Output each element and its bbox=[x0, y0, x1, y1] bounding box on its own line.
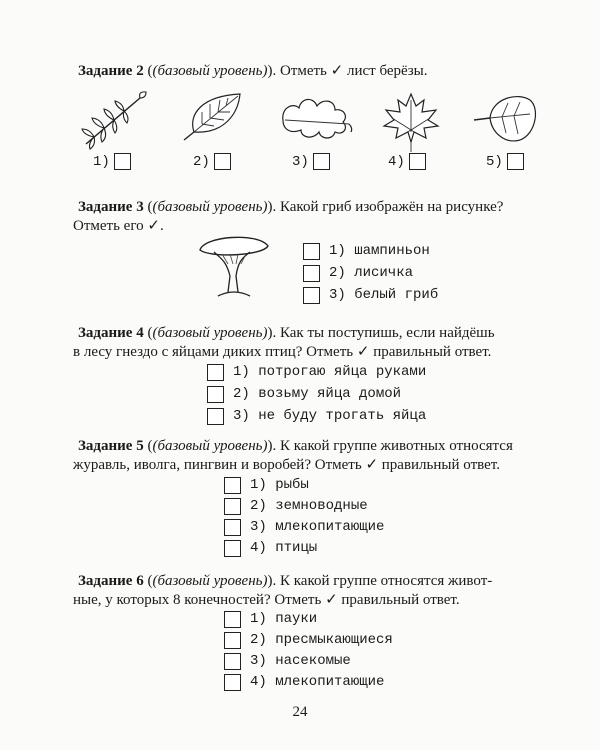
task5-option-1[interactable]: 1) рыбы bbox=[224, 476, 309, 494]
task3-option-1[interactable]: 1) шампиньон bbox=[303, 242, 430, 260]
task4-question: Задание 4 ((базовый уровень)). Как ты поступишь, если найдёшь bbox=[78, 325, 495, 341]
checkbox[interactable] bbox=[224, 498, 241, 515]
task5-option-4[interactable]: 4) птицы bbox=[224, 539, 317, 557]
page-number: 24 bbox=[292, 704, 308, 720]
checkbox[interactable] bbox=[224, 519, 241, 536]
task2-question: Задание 2 ((базовый уровень)). Отметь ✓ лист берёзы. bbox=[78, 61, 428, 79]
checkbox[interactable] bbox=[207, 386, 224, 403]
checkbox[interactable] bbox=[507, 153, 524, 170]
task3-option-2[interactable]: 2) лисичка bbox=[303, 264, 413, 282]
checkbox[interactable] bbox=[207, 364, 224, 381]
task6-question-line2: ные, у которых 8 конечностей? Отметь ✓ правильный ответ. bbox=[73, 590, 460, 608]
checkbox[interactable] bbox=[207, 408, 224, 425]
task4-question-line2: в лесу гнездо с яйцами диких птиц? Отметь ✓ правильный ответ. bbox=[73, 342, 492, 360]
checkbox[interactable] bbox=[313, 153, 330, 170]
checkbox[interactable] bbox=[303, 287, 320, 304]
checkbox[interactable] bbox=[303, 265, 320, 282]
task2-level: ((базовый уровень)) bbox=[147, 63, 273, 79]
maple-leaf-image bbox=[380, 90, 442, 154]
checkbox[interactable] bbox=[224, 674, 241, 691]
task6-option-3[interactable]: 3) насекомые bbox=[224, 652, 351, 670]
rowan-leaf-image bbox=[80, 90, 152, 150]
leaf-choice-4[interactable]: 4) bbox=[388, 153, 426, 170]
checkbox[interactable] bbox=[224, 540, 241, 557]
check-icon: ✓ bbox=[365, 455, 379, 473]
aspen-leaf-image bbox=[470, 90, 542, 146]
checkbox[interactable] bbox=[214, 153, 231, 170]
task3-option-3[interactable]: 3) белый гриб bbox=[303, 286, 438, 304]
checkbox[interactable] bbox=[224, 653, 241, 670]
task6-option-1[interactable]: 1) пауки bbox=[224, 610, 317, 628]
checkbox[interactable] bbox=[224, 611, 241, 628]
task6-option-2[interactable]: 2) пресмыкающиеся bbox=[224, 631, 393, 649]
check-icon: ✓ bbox=[147, 216, 160, 234]
birch-leaf-image bbox=[180, 90, 252, 146]
task4-option-3[interactable]: 3) не буду трогать яйца bbox=[207, 407, 426, 425]
checkbox[interactable] bbox=[114, 153, 131, 170]
checkbox[interactable] bbox=[224, 477, 241, 494]
check-icon: ✓ bbox=[330, 61, 344, 79]
checkbox[interactable] bbox=[224, 632, 241, 649]
leaf-choice-1[interactable]: 1) bbox=[93, 153, 131, 170]
task5-option-3[interactable]: 3) млекопитающие bbox=[224, 518, 384, 536]
checkbox[interactable] bbox=[303, 243, 320, 260]
oak-leaf-image bbox=[277, 90, 357, 146]
task2-heading: Задание 2 bbox=[78, 63, 144, 79]
task5-question-line2: журавль, иволга, пингвин и воробей? Отметь ✓ правильный ответ. bbox=[73, 455, 500, 473]
task3-question-line2: Отметь его ✓. bbox=[73, 216, 164, 234]
task6-option-4[interactable]: 4) млекопитающие bbox=[224, 673, 384, 691]
task3-question: Задание 3 ((базовый уровень)). Какой гриб изображён на рисунке? bbox=[78, 199, 504, 215]
task5-question: Задание 5 ((базовый уровень)). К какой группе животных относятся bbox=[78, 438, 513, 454]
check-icon: ✓ bbox=[325, 590, 338, 608]
task4-option-2[interactable]: 2) возьму яйца домой bbox=[207, 385, 401, 403]
leaf-choice-5[interactable]: 5) bbox=[486, 153, 524, 170]
task5-option-2[interactable]: 2) земноводные bbox=[224, 497, 368, 515]
task4-option-1[interactable]: 1) потрогаю яйца руками bbox=[207, 363, 426, 381]
check-icon: ✓ bbox=[356, 342, 370, 360]
leaf-choice-2[interactable]: 2) bbox=[193, 153, 231, 170]
checkbox[interactable] bbox=[409, 153, 426, 170]
leaf-choice-3[interactable]: 3) bbox=[292, 153, 330, 170]
mushroom-image bbox=[196, 232, 272, 302]
task6-question: Задание 6 ((базовый уровень)). К какой группе относятся живот- bbox=[78, 573, 493, 589]
